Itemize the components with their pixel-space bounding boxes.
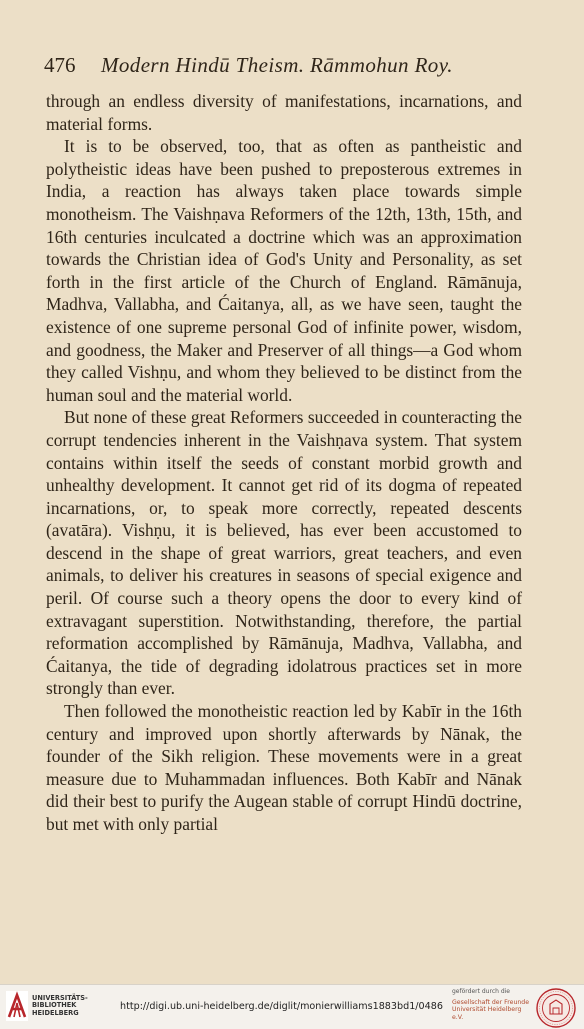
running-header (44, 50, 524, 80)
page-number: 476 (44, 53, 76, 77)
running-title: Modern Hindū Theism. Rāmmohun Roy. (101, 53, 453, 77)
paragraph: Then followed the monotheistic reaction led by Kabīr in the 16th century and improved upon shortly afterwards by Nānak, the founder of the Sikh religion. These movements were in a great measure due to Muhammadan influences. Both Kabīr and Nānak did their best to purify the Augean stable of corrupt Hindū doctrine, but met with only partial (46, 701, 522, 834)
permalink-url[interactable]: http://digi.ub.uni-heidelberg.de/diglit/monierwilliams1883bd1/0486 (120, 1001, 443, 1012)
digitization-footer (0, 984, 584, 1029)
body-text (46, 90, 522, 836)
paragraph-continued: through an endless diversity of manifestations, incarnations, and material forms. (46, 91, 522, 134)
library-logo-icon (6, 991, 28, 1021)
paragraph: It is to be observed, too, that as often as pantheistic and polytheistic ideas have been pushed to preposterous extremes in India, a reaction has always taken place towards simple monotheism. The Vaishṇava Reformers of the 12th, 13th, 15th, and 16th centuries inculcated a doctrine which was an approximation towards the Christian idea of God's Unity and Personality, as set forth in the first article of the Church of England. Rāmānuja, Madhva, Vallabha, and Ćaitanya, all, as we have seen, taught the existence of one supreme personal God of infinite power, wisdom, and goodness, the Maker and Preserver of all things—a God whom they called Vishṇu, and whom they believed to be distinct from the human soul and the material world. (46, 136, 522, 405)
university-seal-icon (536, 988, 576, 1028)
paragraph: But none of these great Reformers succeeded in counteracting the corrupt tendencies inherent in the Vaishṇava system. That system contains within itself the seeds of constant morbid growth and unhealthy development. It cannot get rid of its dogma of repeated incarnations, or, to speak more correctly, repeated descents (avatāra). Vishṇu, it is believed, has ever been accustomed to descend in the shape of great warriors, great teachers, and even animals, to deliver his creatures in seasons of special exigence and peril. Of course such a theory opens the door to every kind of extravagant superstition. Notwithstanding, therefore, the partial reformation accomplished by Rāmānuja, Madhva, Vallabha, and Ćaitanya, the tide of degrading idolatrous practices set in more strongly than ever. (46, 407, 522, 699)
sponsor-name: Gesellschaft der Freunde Universität Heidelberg e.V. (452, 999, 530, 1021)
sponsor-label: gefördert durch die (452, 988, 510, 995)
library-name: UNIVERSITÄTS- BIBLIOTHEK HEIDELBERG (32, 994, 88, 1017)
